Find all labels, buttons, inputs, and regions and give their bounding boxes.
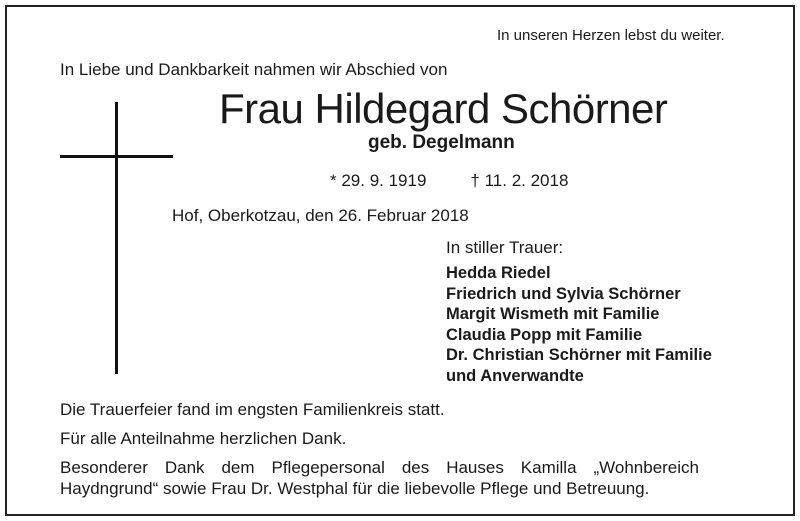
maiden-name: geb. Degelmann xyxy=(368,132,515,153)
death-date: † 11. 2. 2018 xyxy=(470,171,569,190)
cross-vertical-bar xyxy=(115,102,118,374)
general-thanks: Für alle Anteilnahme herzlichen Dank. xyxy=(60,429,347,448)
birth-date: * 29. 9. 1919 xyxy=(330,171,427,190)
mourners-list xyxy=(446,263,712,386)
mourner-entry: und Anverwandte xyxy=(446,366,584,385)
special-thanks-line-1: Besonderer Dank dem Pflegepersonal des Hauses Kamilla „Wohnbereich xyxy=(60,458,699,477)
deceased-name: Frau Hildegard Schörner xyxy=(219,85,668,132)
motto: In unseren Herzen lebst du weiter. xyxy=(497,27,725,44)
mourner-entry: Hedda Riedel xyxy=(446,264,551,282)
funeral-note: Die Trauerfeier fand im engsten Familienkreis statt. xyxy=(60,400,445,419)
mourner-entry: Claudia Popp mit Familie xyxy=(446,325,643,344)
mourner-entry: Friedrich und Sylvia Schörner xyxy=(446,284,681,303)
obituary-notice xyxy=(5,5,795,516)
place-and-date: Hof, Oberkotzau, den 26. Februar 2018 xyxy=(172,206,469,225)
intro-text: In Liebe und Dankbarkeit nahmen wir Abschied von xyxy=(60,60,448,79)
special-thanks xyxy=(60,457,699,499)
cross-horizontal-bar xyxy=(60,155,173,158)
mourner-entry: Margit Wismeth mit Familie xyxy=(446,305,660,323)
life-dates xyxy=(330,171,568,191)
special-thanks-line-2: Haydngrund“ sowie Frau Dr. Westphal für die liebevolle Pflege und Betreuung. xyxy=(60,479,650,498)
mourning-label: In stiller Trauer: xyxy=(446,238,564,257)
mourner-entry: Dr. Christian Schörner mit Familie xyxy=(446,346,712,364)
